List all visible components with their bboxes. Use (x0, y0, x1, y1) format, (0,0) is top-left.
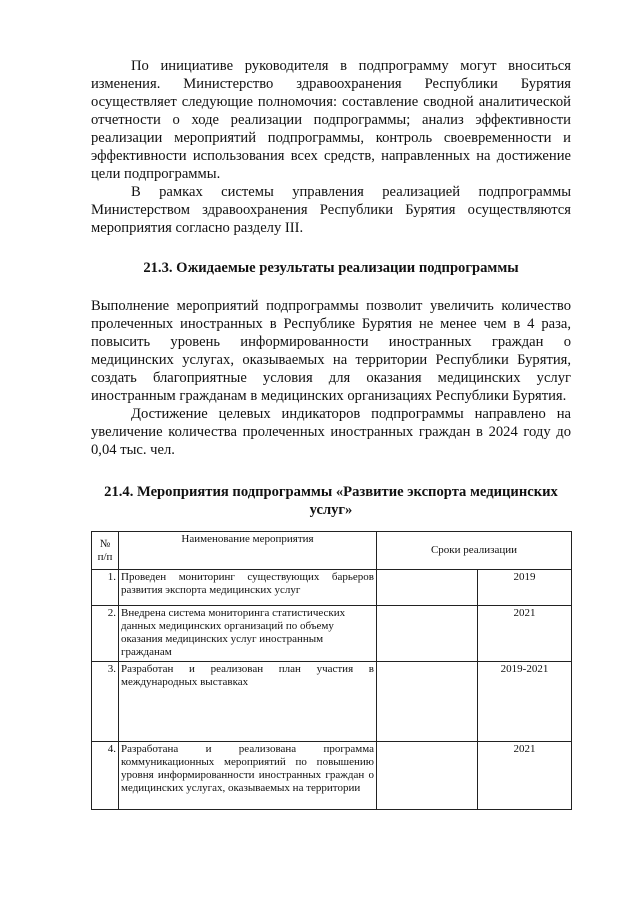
row-empty-cell (377, 570, 478, 606)
row-empty-cell (377, 742, 478, 810)
row-years: 2019 (478, 570, 572, 606)
header-name: Наименование мероприятия (119, 532, 377, 570)
row-num: 3. (92, 662, 119, 742)
row-name: Разработан и реализован план участия в международных выставках (119, 662, 377, 742)
results-paragraph-1: Выполнение мероприятий подпрограммы позволит увеличить количество пролеченных иностранных в Республике Бурятия не менее чем в 4 раза, повысить уровень информированности иностранных граждан о медицинских услугах, оказываемых на территории Республики Бурятия, создать благоприятные условия для оказания медицинских услуг иностранным гражданам в медицинских организациях Республики Бурятия. (91, 298, 571, 404)
section-21-4-heading: 21.4. Мероприятия подпрограммы «Развитие экспорта медицинских услуг» (104, 484, 558, 518)
row-years: 2021 (478, 606, 572, 662)
header-num: № п/п (92, 532, 119, 570)
row-years: 2019-2021 (478, 662, 572, 742)
row-years: 2021 (478, 742, 572, 810)
table-header-row (92, 532, 572, 570)
row-name: Проведен мониторинг существующих барьеров развития экспорта медицинских услуг (119, 570, 377, 606)
table-row (92, 742, 572, 810)
measures-table (91, 531, 572, 810)
table-row (92, 662, 572, 742)
row-num: 2. (92, 606, 119, 662)
row-num: 4. (92, 742, 119, 810)
table-row (92, 570, 572, 606)
row-name: Разработана и реализована программа коммуникационных мероприятий по повышению уровня информированности иностранных граждан о медицинских услугах, оказываемых на территории (119, 742, 377, 810)
intro-paragraph-2: В рамках системы управления реализацией подпрограммы Министерством здравоохранения Республики Бурятия осуществляются мероприятия согласно разделу III. (91, 184, 571, 236)
section-21-3-heading: 21.3. Ожидаемые результаты реализации подпрограммы (143, 260, 519, 276)
header-period: Сроки реализации (377, 532, 572, 570)
table-row (92, 606, 572, 662)
results-paragraph-2: Достижение целевых индикаторов подпрограммы направлено на увеличение количества пролеченных иностранных граждан в 2024 году до 0,04 тыс. чел. (91, 406, 571, 458)
row-num: 1. (92, 570, 119, 606)
row-name: Внедрена система мониторинга статистических данных медицинских организаций по объему оказания медицинских услуг иностранным гражданам (119, 606, 377, 662)
row-empty-cell (377, 606, 478, 662)
intro-paragraph-1: По инициативе руководителя в подпрограмму могут вноситься изменения. Министерство здравоохранения Республики Бурятия осуществляет следующие полномочия: составление сводной аналитической отчетности о ходе реализации подпрограммы; анализ эффективности реализации мероприятий подпрограммы, контроль своевременности и эффективности использования всех средств, направленных на достижение цели подпрограммы. (91, 58, 571, 182)
row-empty-cell (377, 662, 478, 742)
document-page (91, 57, 571, 810)
